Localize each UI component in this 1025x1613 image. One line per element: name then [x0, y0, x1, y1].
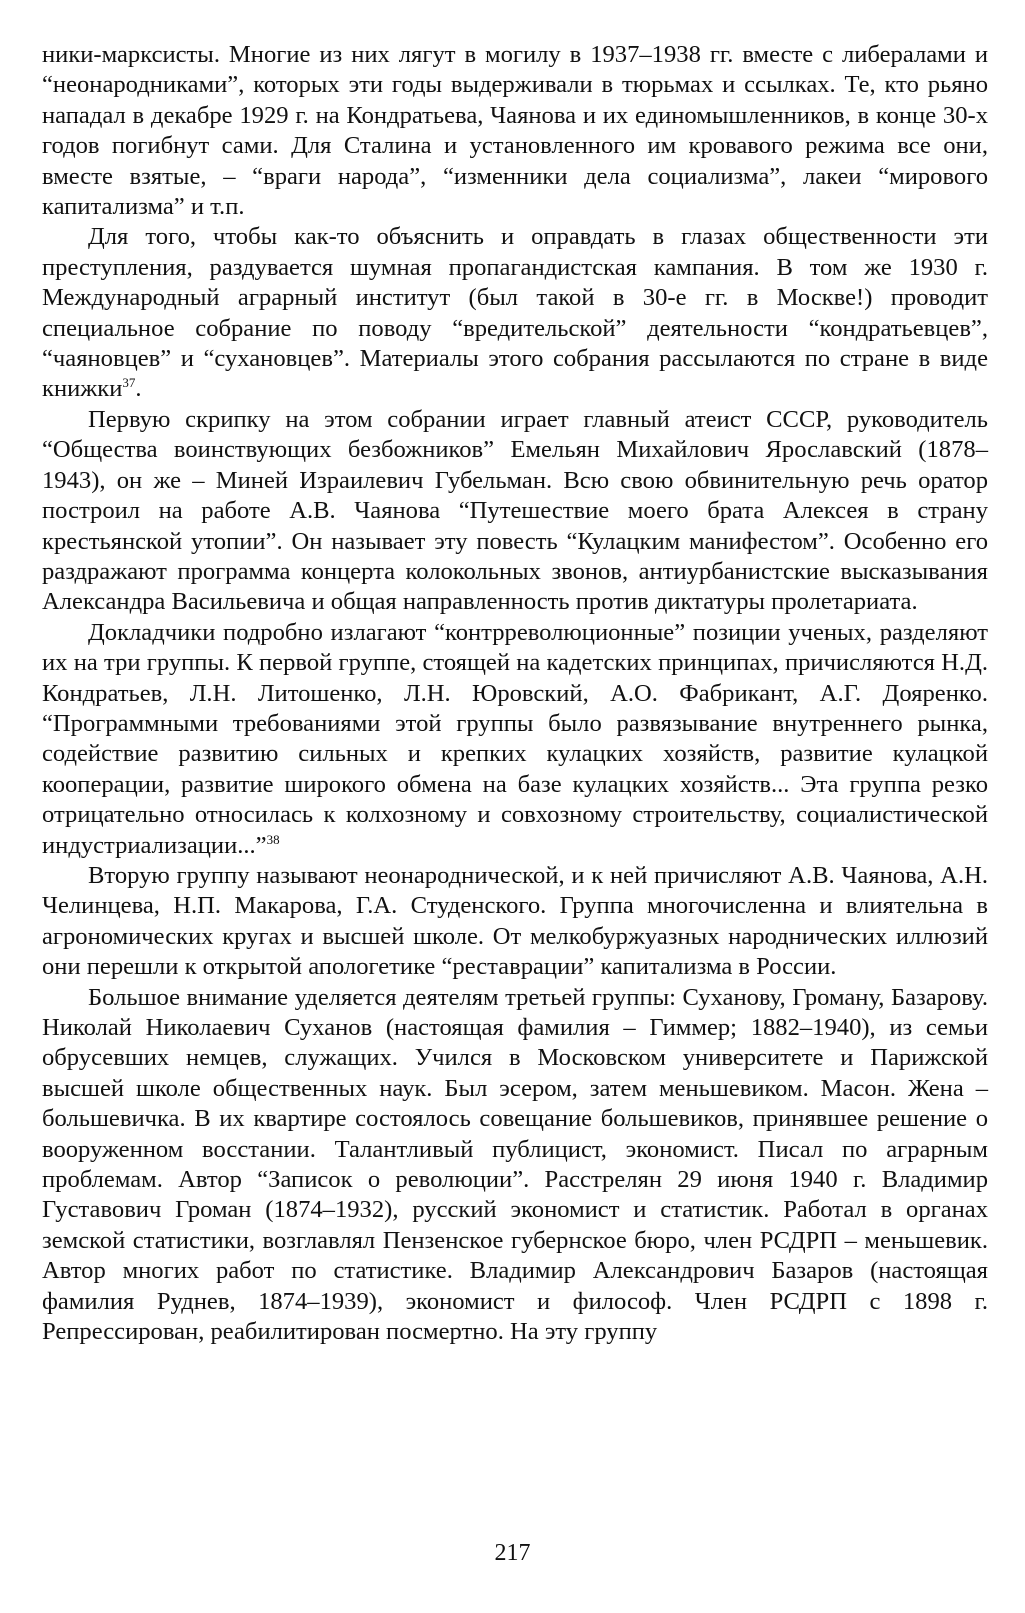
page-number: 217 — [494, 1540, 531, 1566]
paragraph-2: Для того, чтобы как-то объяснить и оправдать в глазах общественности эти преступления, раздувается шумная пропагандистская кампания. В том же 1930 г. Международный аграрный институт (был такой в 30-е гг. в Москве!) проводит специальное собрание по поводу “вредительской” деятельности “кондратьевцев”, “чаяновцев” и “сухановцев”. Материалы этого собрания рассылаются по стране в виде книжки$^{37}$. — [42, 223, 988, 403]
footnote-ref-37: 37 — [122, 375, 136, 391]
paragraph-5: Вторую группу называют неонароднической, и к ней причисляют А.В. Чаянова, А.Н. Челинцева, Н.П. Макарова, Г.А. Студенского. Группа многочисленна и влиятельна в агрономических кругах и высшей школе. От мелкобуржуазных народнических иллюзий они перешли к открытой апологетике “реставрации” капитализма в России. — [42, 861, 988, 981]
paragraph-1: ники-марксисты. Многие из них лягут в могилу в 1937–1938 гг. вместе с либералами и “неонародниками”, которых эти годы выдерживали в тюрьмах и ссылках. Те, кто рьяно нападал в декабре 1929 г. на Кондратьева, Чаянова и их единомышленников, в конце 30-х годов погибнут сами. Для Сталина и установленного им кровавого режима все они, вместе взятые, – “враги народа”, “изменники дела социализма”, лакеи “мирового капитализма” и т.п. — [42, 41, 988, 221]
page-text — [42, 40, 988, 1347]
paragraph-6: Большое внимание уделяется деятелям третьей группы: Суханову, Громану, Базарову. Николай Николаевич Суханов (настоящая фамилия – Гиммер; 1882–1940), из семьи обрусевших немцев, служащих. Учился в Московском университете и Парижской высшей школе общественных наук. Был эсером, затем меньшевиком. Масон. Жена – большевичка. В их квартире состоялось совещание большевиков, принявшее решение о вооруженном восстании. Талантливый публицист, экономист. Писал по аграрным проблемам. Автор “Записок о революции”. Расстрелян 29 июня 1940 г. Владимир Густавович Громан (1874–1932), русский экономист и статистик. Работал в органах земской статистики, возглавлял Пензенское губернское бюро, член РСДРП – меньшевик. Автор многих работ по статистике. Владимир Александрович Базаров (настоящая фамилия Руднев, 1874–1939), экономист и философ. Член РСДРП с 1898 г. Репрессирован, реабилитирован посмертно. На эту группу — [42, 983, 988, 1346]
footnote-ref-38: 38 — [266, 831, 280, 847]
paragraph-3: Первую скрипку на этом собрании играет главный атеист СССР, руководитель “Общества воинствующих безбожников” Емельян Михайлович Ярославский (1878–1943), он же – Миней Израилевич Губельман. Всю свою обвинительную речь оратор построил на работе А.В. Чаянова “Путешествие моего брата Алексея в страну крестьянской утопии”. Он называет эту повесть “Кулацким манифестом”. Особенно его раздражают программа концерта колокольных звонов, антиурбанистские высказывания Александра Васильевича и общая направленность против диктатуры пролетариата. — [42, 405, 988, 616]
paragraph-4: Докладчики подробно излагают “контрреволюционные” позиции ученых, разделяют их на три группы. К первой группе, стоящей на кадетских принципах, причисляются Н.Д. Кондратьев, Л.Н. Литошенко, Л.Н. Юровский, А.О. Фабрикант, А.Г. Дояренко. “Программными требованиями этой группы было развязывание внутреннего рынка, содействие развитию сильных и крепких кулацких хозяйств, развитие кулацкой кооперации, развитие широкого обмена на базе кулацких хозяйств... Эта группа резко отрицательно относилась к колхозному и совхозному строительству, социалистической индустриализации...”$^{38}$ — [42, 618, 988, 859]
